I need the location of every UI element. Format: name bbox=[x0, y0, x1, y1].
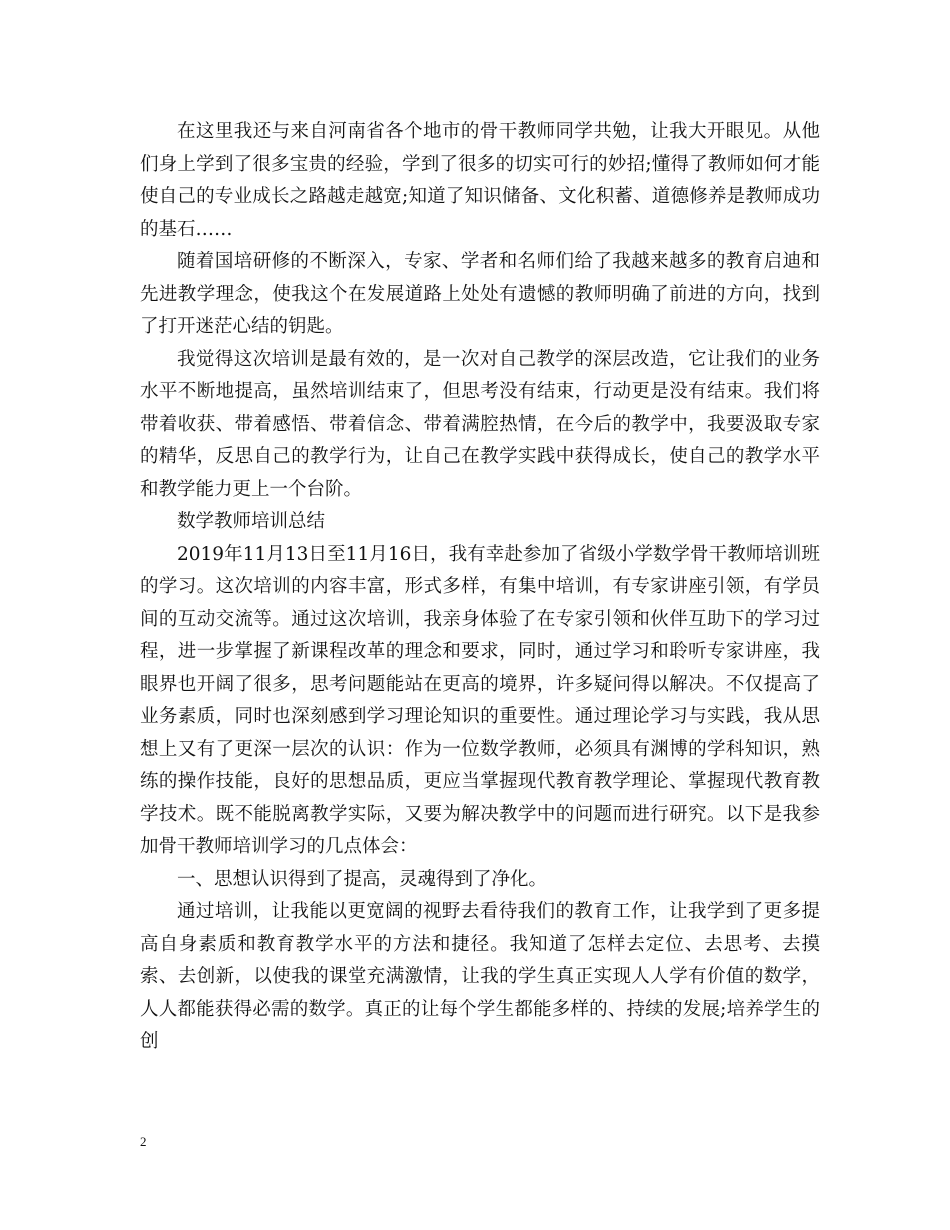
paragraph: 通过培训，让我能以更宽阔的视野去看待我们的教育工作，让我学到了更多提高自身素质和教育教学水平的方法和捷径。我知道了怎样去定位、去思考、去摸索、去创新，以使我的课堂充满激情，让我的学生真正实现人人学有价值的数学，人人都能获得必需的数学。真正的让每个学生都能多样的、持续的发展;培养学生的创 bbox=[140, 901, 820, 1052]
document-body bbox=[140, 116, 820, 1059]
subsection-heading: 一、思想认识得到了提高，灵魂得到了净化。 bbox=[177, 868, 548, 890]
paragraph: 在这里我还与来自河南省各个地市的骨干教师同学共勉，让我大开眼见。从他们身上学到了很多宝贵的经验，学到了很多的切实可行的妙招;懂得了教师如何才能使自己的专业成长之路越走越宽;知道了知识储备、文化积蓄、道德修养是教师成功的基石…… bbox=[140, 121, 820, 240]
paragraph: 我觉得这次培训是最有效的，是一次对自己教学的深层改造，它让我们的业务水平不断地提高，虽然培训结束了，但思考没有结束，行动更是没有结束。我们将带着收获、带着感悟、带着信念、带着满腔热情，在今后的教学中，我要汲取专家的精华，反思自己的教学行为，让自己在教学实践中获得成长，使自己的教学水平和教学能力更上一个台阶。 bbox=[140, 348, 820, 500]
paragraph: 随着国培研修的不断深入，专家、学者和名师们给了我越来越多的教育启迪和先进教学理念，使我这个在发展道路上处处有遗憾的教师明确了前进的方向，找到了打开迷茫心结的钥匙。 bbox=[140, 251, 820, 337]
paragraph: 2019年11月13日至11月16日，我有幸赴参加了省级小学数学骨干教师培训班的学习。这次培训的内容丰富，形式多样，有集中培训，有专家讲座引领，有学员间的互动交流等。通过这次培训，我亲身体验了在专家引领和伙伴互助下的学习过程，进一步掌握了新课程改革的理念和要求，同时，通过学习和聆听专家讲座，我眼界也开阔了很多，思考问题能站在更高的境界，许多疑问得以解决。不仅提高了业务素质，同时也深刻感到学习理论知识的重要性。通过理论学习与实践，我从思想上又有了更深一层次的认识：作为一位数学教师，必须具有渊博的学科知识，熟练的操作技能，良好的思想品质，更应当掌握现代教育教学理论、掌握现代教育教学技术。既不能脱离教学实际，又要为解决教学中的问题而进行研究。以下是我参加骨干教师培训学习的几点体会： bbox=[140, 543, 820, 857]
page-number: 2 bbox=[140, 1134, 147, 1149]
section-heading: 数学教师培训总结 bbox=[177, 511, 326, 532]
